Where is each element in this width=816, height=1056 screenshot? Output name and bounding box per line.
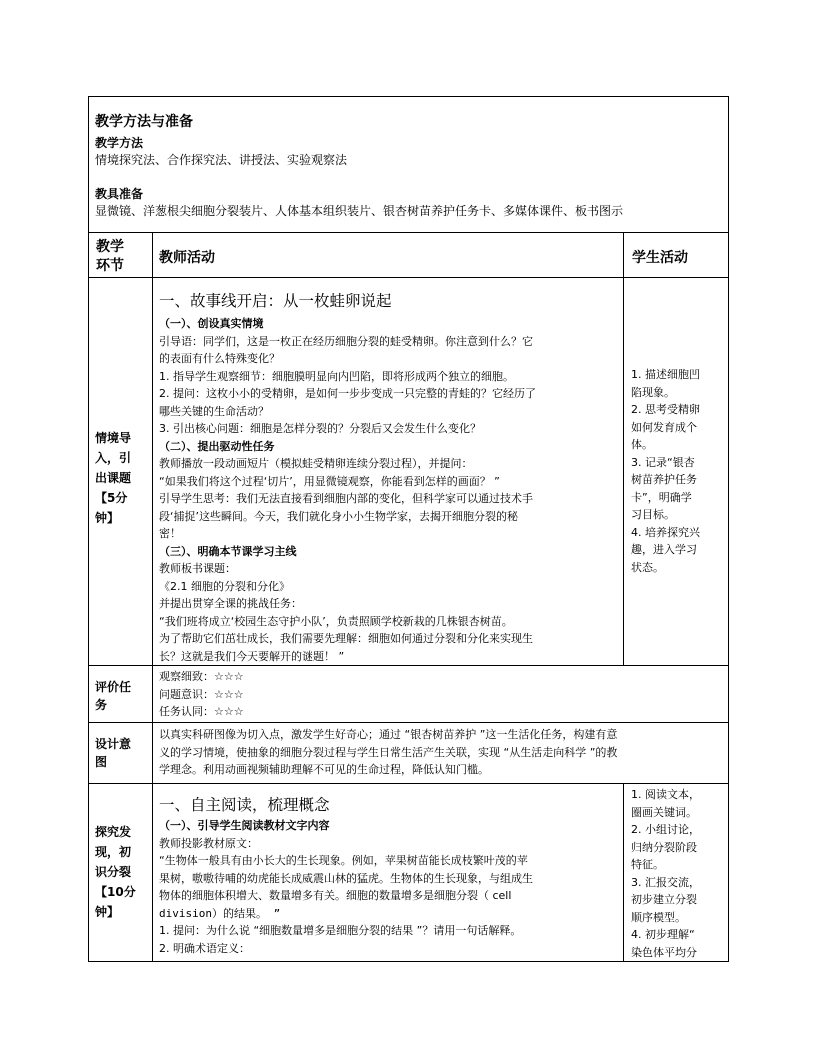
explore-heading: 一、自主阅读，梳理概念 xyxy=(159,796,330,814)
eval-label-cell: 评价任 务 xyxy=(89,666,153,723)
lesson-plan-table xyxy=(88,96,729,962)
intro-heading: 一、故事线开启：从一枚蛙卵说起 xyxy=(159,292,392,310)
intro-stage-cell: 情境导 入，引 出课题 【5分 钟】 xyxy=(89,278,153,666)
section-title: 教学方法与准备 xyxy=(95,114,193,130)
stage-row-explore xyxy=(89,784,729,962)
eval-item: 任务认同：☆☆☆ xyxy=(159,705,244,718)
intro-student-cell: 1. 描述细胞凹 陷现象。 2. 思考受精卵 如何发育成个 体。 3. 记录“银杏 树苗养护任务 卡”，明确学 习目标。 4. 培养探究兴 趣，进入学习 状态。 xyxy=(624,278,729,666)
table-header-row xyxy=(89,233,729,278)
design-text-cell: 以真实科研图像为切入点，激发学生好奇心；通过 “银杏树苗养护 ”这一生活化任务，构建有意 义的学习情境，使抽象的细胞分裂过程与学生日常生活产生关联，实现 “从生活走向科学 ”的教 学理念。利用动画视频辅助理解不可见的生命过程，降低认知门槛。 xyxy=(153,723,729,784)
header-student: 学生活动 xyxy=(624,233,729,278)
design-row xyxy=(89,723,729,784)
eval-row xyxy=(89,666,729,723)
intro-sub2: （二）、提出驱动性任务 xyxy=(159,439,275,453)
tools-text: 显微镜、洋葱根尖细胞分裂装片、人体基本组织装片、银杏树苗养护任务卡、多媒体课件、板书图示 xyxy=(95,204,624,218)
methods-text: 情境探究法、合作探究法、讲授法、实验观察法 xyxy=(95,153,348,167)
tools-heading: 教具准备 xyxy=(95,187,144,201)
methods-heading: 教学方法 xyxy=(95,136,144,150)
methods-row xyxy=(89,97,729,233)
methods-cell xyxy=(89,97,729,233)
explore-stage-cell: 探究发 现，初 识分裂 【10分 钟】 xyxy=(89,784,153,962)
intro-teacher-cell: 一、故事线开启：从一枚蛙卵说起 （一）、创设真实情境 引导语：同学们，这是一枚正在经历细胞分裂的蛙受精卵。你注意到什么？它 的表面有什么特殊变化？ 1. 指导学生观察细节：细胞膜明显向内凹陷，即将形成两个独立的细胞。 2. 提问：这枚小小的受精卵，是如何一步步变成一只完整的青蛙的？它经历了 哪些关键的生命活动？ 3. 引出核心问题：细胞是怎样分裂的？分裂后又会发生什么变化？ （二）、提出驱动性任务 教师播放一段动画短片（模拟蛙受精卵连续分裂过程），并提问： “如果我们将这个过程‘切片’，用显微镜观察，你能看到怎样的画面？ ” 引导学生思考：我们无法直接看到细胞内部的变化，但科学家可以通过技术手 段‘捕捉’这些瞬间。今天，我们就化身小小生物学家，去揭开细胞分裂的秘 密！ （三）、明确本节课学习主线 教师板书课题： 《2.1 细胞的分裂和分化》 并提出贯穿全课的挑战任务： “我们班将成立‘校园生态守护小队’，负责照顾学校新栽的几株银杏树苗。 为了帮助它们茁壮成长，我们需要先理解：细胞如何通过分裂和分化来实现生 长？这就是我们今天要解开的谜题！ ” xyxy=(153,278,624,666)
eval-item: 问题意识：☆☆☆ xyxy=(159,687,244,701)
design-label-cell: 设计意 图 xyxy=(89,723,153,784)
lesson-plan-page xyxy=(88,96,728,962)
stage-row-intro xyxy=(89,278,729,666)
intro-sub1: （一）、创设真实情境 xyxy=(159,317,264,330)
explore-teacher-cell: 一、自主阅读，梳理概念 （一）、引导学生阅读教材文字内容 教师投影教材原文： “生物体一般具有由小长大的生长现象。例如，苹果树苗能长成枝繁叶茂的苹 果树，嗷嗷待哺的幼虎能长成威震山林的猛虎。生物体的生长现象，与组成生 物体的细胞体积增大、数量增多有关。细胞的数量增多是细胞分裂（ cell division）的结果。 ” 1. 提问：为什么说 “细胞数量增多是细胞分裂的结果 ”？请用一句话解释。 2. 明确术语定义： xyxy=(153,784,624,962)
eval-items-cell xyxy=(153,666,729,723)
header-teacher: 教师活动 xyxy=(153,233,624,278)
explore-student-cell: 1. 阅读文本， 圈画关键词。 2. 小组讨论， 归纳分裂阶段 特征。 3. 汇报交流， 初步建立分裂 顺序模型。 4. 初步理解“ 染色体平均分 xyxy=(624,784,729,962)
intro-sub3: （三）、明确本节课学习主线 xyxy=(159,544,297,558)
eval-item: 观察细致：☆☆☆ xyxy=(159,670,244,683)
header-stage: 教学 环节 xyxy=(89,233,153,278)
explore-sub1: （一）、引导学生阅读教材文字内容 xyxy=(159,819,330,832)
